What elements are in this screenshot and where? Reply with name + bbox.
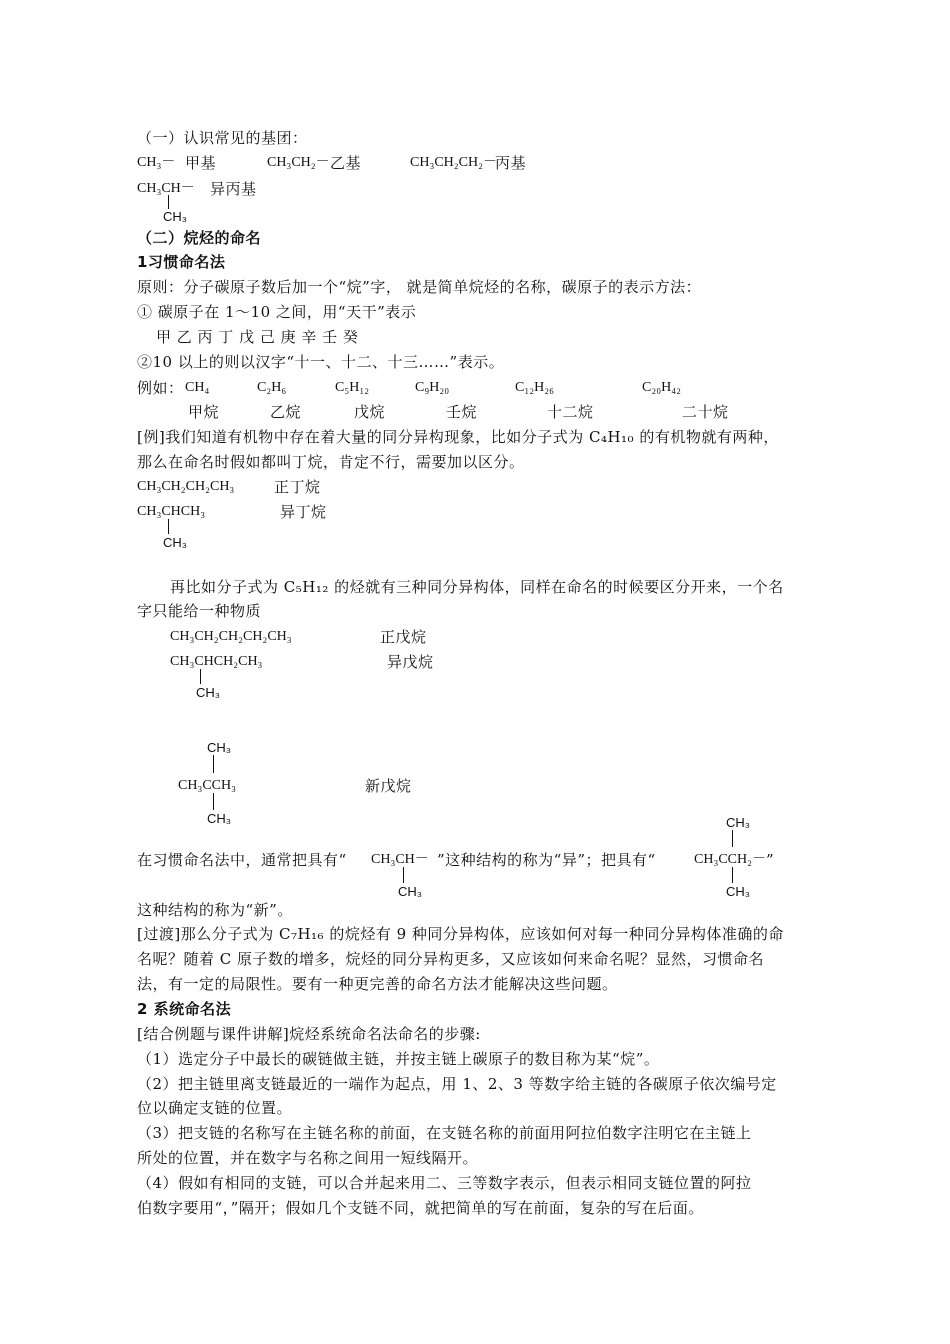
iso-note-bond bbox=[403, 867, 404, 883]
propyl-name: 丙基 bbox=[495, 154, 527, 172]
example-label: 例如： bbox=[137, 379, 184, 397]
neopentane-top-bond bbox=[213, 755, 214, 773]
example-formula-4: C₉H₂₀ bbox=[415, 380, 450, 395]
rule2-text: ②10 以上的则以汉字“十一、十二、十三……”表示。 bbox=[137, 353, 505, 371]
neopentane-top-branch: CH₃ bbox=[207, 740, 232, 755]
neopentane-bottom-branch: CH₃ bbox=[207, 811, 232, 826]
iso-note-text-a: 在习惯命名法中，通常把具有“ bbox=[137, 851, 347, 869]
neopentane-formula: CH₃CCH₃ bbox=[178, 778, 236, 793]
neo-note-top-bond bbox=[732, 830, 733, 847]
paragraph-c5-line1: 再比如分子式为 C₅H₁₂ 的烃就有三种同分异构体，同样在命名的时候要区分开来，一个名 bbox=[170, 578, 784, 596]
isopentane-branch: CH₃ bbox=[196, 685, 221, 700]
neopentane-bottom-bond bbox=[213, 793, 214, 810]
subsection-common-naming: 1习惯命名法 bbox=[137, 253, 226, 271]
example-formula-2: C₂H₆ bbox=[257, 380, 287, 395]
paragraph-c4-line1: [例]我们知道有机物中存在着大量的同分异构现象，比如分子式为 C₄H₁₀ 的有机物就有两种， bbox=[137, 428, 779, 446]
isopropyl-branch: CH₃ bbox=[163, 209, 188, 224]
ethyl-formula: CH₃CH₂－ bbox=[267, 155, 330, 170]
step2-line2: 位以确定支链的位置。 bbox=[137, 1099, 293, 1117]
step2-line1: （2）把主链里离支链最近的一端作为起点，用 1、2、3 等数字给主链的各碳原子依次编号定 bbox=[137, 1075, 777, 1093]
iso-note-text-b: ”这种结构的称为“异”；把具有“ bbox=[437, 851, 656, 869]
iso-note-branch: CH₃ bbox=[398, 884, 423, 899]
example-formula-1: CH₄ bbox=[185, 380, 210, 395]
paragraph-c4-line2: 那么在命名时假如都叫丁烷，肯定不行，需要加以区分。 bbox=[137, 453, 525, 471]
isobutane-formula: CH₃CHCH₃ bbox=[137, 504, 206, 519]
transition-line3: 法，有一定的局限性。要有一种更完善的命名方法才能解决这些问题。 bbox=[137, 975, 618, 993]
isopentane-bond bbox=[200, 669, 201, 684]
principle-text: 原则：分子碳原子数后加一个“烷”字， 就是简单烷烃的名称，碳原子的表示方法： bbox=[137, 278, 702, 296]
transition-line1: [过渡]那么分子式为 C₇H₁₆ 的烷烃有 9 种同分异构体，应该如何对每一种同分异构体准确的命 bbox=[137, 925, 784, 943]
pentane-name: 正戊烷 bbox=[380, 628, 427, 646]
propyl-formula: CH₃CH₂CH₂－ bbox=[410, 155, 497, 170]
subsection-systematic-naming: 2 系统命名法 bbox=[137, 1000, 232, 1018]
example-name-6: 二十烷 bbox=[682, 403, 729, 421]
tiangan-list: 甲 乙 丙 丁 戊 己 庚 辛 壬 癸 bbox=[156, 328, 359, 346]
isobutane-bond bbox=[168, 519, 169, 534]
rule1-text: ① 碳原子在 1～10 之间，用“天干”表示 bbox=[137, 303, 417, 321]
step3-line2: 所处的位置，并在数字与名称之间用一短线隔开。 bbox=[137, 1149, 479, 1167]
neo-note-formula: CH₃CCH₂－ bbox=[694, 852, 766, 867]
transition-line2: 名呢？随着 C 原子数的增多，烷烃的同分异构更多，又应该如何来命名呢？显然，习惯命名 bbox=[137, 950, 765, 968]
example-formula-6: C₂₀H₄₂ bbox=[642, 380, 681, 395]
example-name-5: 十二烷 bbox=[547, 403, 594, 421]
iso-note-formula: CH₃CH－ bbox=[371, 852, 429, 867]
step4-line2: 伯数字要用“，”隔开；假如几个支链不同，就把简单的写在前面，复杂的写在后面。 bbox=[137, 1199, 704, 1217]
neo-note-bottom-branch: CH₃ bbox=[726, 884, 751, 899]
isopropyl-formula: CH₃CH－ bbox=[137, 181, 195, 196]
example-name-3: 戊烷 bbox=[354, 403, 386, 421]
neo-note-end: 这种结构的称为“新”。 bbox=[137, 901, 293, 919]
butane-formula: CH₃CH₂CH₂CH₃ bbox=[137, 479, 235, 494]
neo-note-bottom-bond bbox=[732, 867, 733, 883]
example-name-1: 甲烷 bbox=[188, 403, 220, 421]
neopentane-name: 新戊烷 bbox=[365, 777, 412, 795]
butane-name: 正丁烷 bbox=[274, 478, 321, 496]
neo-note-close-quote: ” bbox=[766, 851, 775, 869]
example-formula-5: C₁₂H₂₆ bbox=[515, 380, 554, 395]
step1-text: （1）选定分子中最长的碳链做主链，并按主链上碳原子的数目称为某“烷”。 bbox=[137, 1050, 660, 1068]
example-name-4: 壬烷 bbox=[446, 403, 478, 421]
section1-heading: （一）认识常见的基团： bbox=[137, 129, 308, 147]
isopentane-name: 异戊烷 bbox=[387, 653, 434, 671]
step4-line1: （4）假如有相同的支链，可以合并起来用二、三等数字表示，但表示相同支链位置的阿拉 bbox=[137, 1174, 752, 1192]
example-name-2: 乙烷 bbox=[270, 403, 302, 421]
isopentane-formula: CH₃CHCH₂CH₃ bbox=[170, 654, 263, 669]
example-formula-3: C₅H₁₂ bbox=[335, 380, 370, 395]
section2-heading: （二）烷烃的命名 bbox=[137, 229, 262, 247]
neo-note-top-branch: CH₃ bbox=[726, 815, 751, 830]
ethyl-name: 乙基 bbox=[330, 154, 362, 172]
isobutane-branch: CH₃ bbox=[163, 535, 188, 550]
methyl-name: 甲基 bbox=[185, 154, 217, 172]
methyl-formula: CH₃－ bbox=[137, 155, 176, 170]
isobutane-name: 异丁烷 bbox=[280, 503, 327, 521]
isopropyl-name: 异丙基 bbox=[210, 180, 257, 198]
paragraph-c5-line2: 字只能给一种物质 bbox=[137, 602, 262, 620]
steps-intro: [结合例题与课件讲解]烷烃系统命名法命名的步骤: bbox=[137, 1025, 481, 1043]
step3-line1: （3）把支链的名称写在主链名称的前面，在支链名称的前面用阿拉伯数字注明它在主链上 bbox=[137, 1124, 752, 1142]
pentane-formula: CH₃CH₂CH₂CH₂CH₃ bbox=[170, 629, 292, 644]
